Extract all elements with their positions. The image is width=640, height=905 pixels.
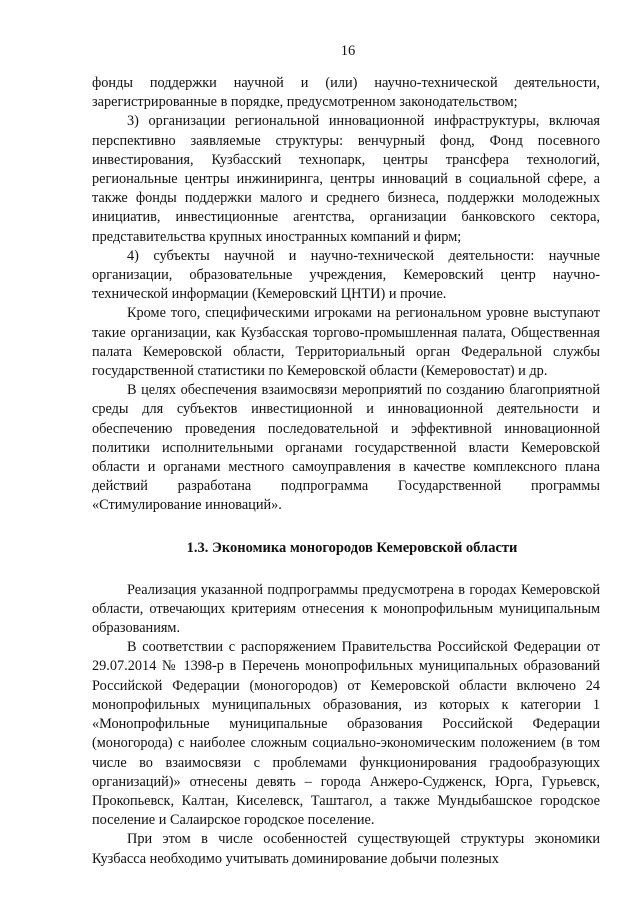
- section-heading: 1.3. Экономика моногородов Кемеровской области: [186, 539, 518, 556]
- paragraph-item-4-science-subjects: 4) субъекты научной и научно-технической деятельности: научные организации, образовательные учреждения, Кемеровский центр научно-технической информации (Кемеровский ЦНТИ) и прочие.: [92, 247, 600, 303]
- paragraph-item-3-innovation-infrastructure: 3) организации региональной инновационной инфраструктуры, включая перспективно заявляемые структуры: венчурный фонд, Фонд посевного инвестирования, Кузбасский технопарк, центры трансфера технологий, региональные центры инжиниринга, центры инноваций в социальной сфере, а также фонды поддержки малого и среднего бизнеса, поддержки молодежных инициатив, инвестиционные агентства, организации банковского сектора, представительства крупных иностранных компаний и фирм;: [92, 113, 600, 245]
- page-number: 16: [340, 43, 356, 59]
- paragraph-monotowns-list: В соответствии с распоряжением Правительства Российской Федерации от 29.07.2014 № 1398-р в Перечень монопрофильных муниципальных образований Российской Федерации (моногородов) от Кемеровской области включено 24 монопрофильных муниципальных образования, из которых к категории 1 «Монопрофильные муниципальные образования Российской Федерации (моногорода) с наиболее сложным социально-экономическим положением (в том числе во взаимосвязи с проблемами функционирования градообразующих организаций)» отнесены девять – города Анжеро-Судженск, Юрга, Гурьевск, Прокопьевск, Калтан, Киселевск, Таштагол, а также Мундыбашское городское поселение и Салаирское городское поселение.: [92, 639, 600, 829]
- paragraph-subprogram-purpose: В целях обеспечения взаимосвязи мероприятий по созданию благоприятной среды для субъектов инвестиционной и инновационной деятельности и обеспечению проведения последовательной и эффективной инновационной политики исполнительными органами государственной власти Кемеровской области и органами местного самоуправления в качестве комплексного плана действий разработана подпрограмма Государственной программы «Стимулирование инноваций».: [92, 382, 600, 514]
- paragraph-subprogram-implementation: Реализация указанной подпрограммы предусмотрена в городах Кемеровской области, отвечающих критериям отнесения к монопрофильным муниципальным образованиям.: [92, 581, 600, 637]
- paragraph-funds-continuation: фонды поддержки научной и (или) научно-технической деятельности, зарегистрированные в порядке, предусмотренном законодательством;: [92, 75, 600, 111]
- paragraph-regional-players: Кроме того, специфическими игроками на региональном уровне выступают такие организации, как Кузбасская торгово-промышленная палата, Общественная палата Кемеровской области, Территориальный орган Федеральной службы государственной статистики по Кемеровской области (Кемеровостат) и др.: [92, 305, 600, 380]
- paragraph-economy-structure: При этом в числе особенностей существующей структуры экономики Кузбасса необходимо учитывать доминирование добычи полезных: [92, 831, 600, 867]
